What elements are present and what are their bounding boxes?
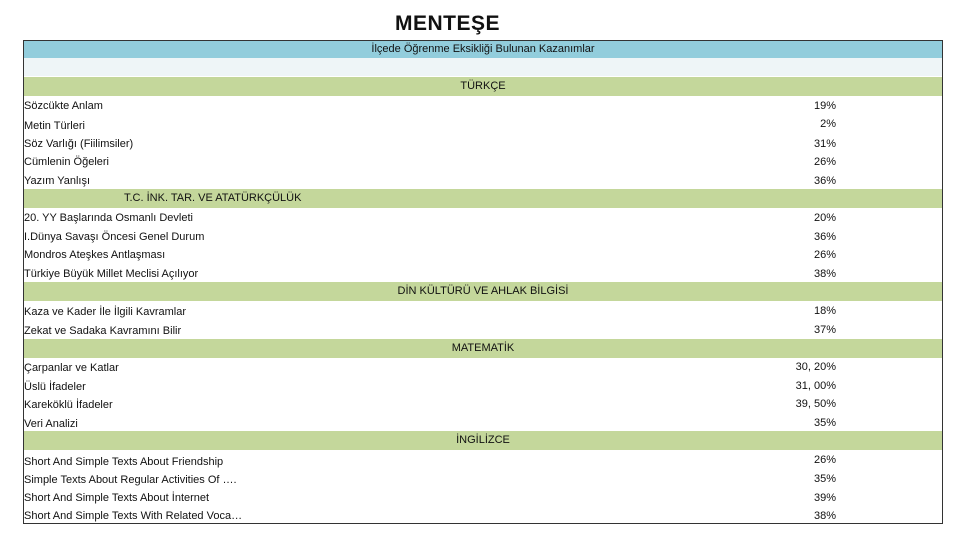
row-value: 38% bbox=[813, 268, 836, 280]
row-label: Metin Türleri bbox=[24, 120, 85, 132]
table-row bbox=[24, 302, 942, 320]
row-label: 20. YY Başlarında Osmanlı Devleti bbox=[24, 212, 193, 224]
table-row bbox=[24, 135, 942, 153]
row-label: Üslü İfadeler bbox=[24, 381, 86, 393]
row-label: Türkiye Büyük Millet Meclisi Açılıyor bbox=[24, 268, 199, 280]
row-label: I.Dünya Savaşı Öncesi Genel Durum bbox=[24, 231, 205, 243]
row-value: 38% bbox=[813, 510, 836, 522]
row-label: Kareköklü İfadeler bbox=[24, 399, 113, 411]
table-row bbox=[24, 172, 942, 190]
section-header-ingilizce: İNGİLİZCE bbox=[24, 431, 942, 450]
row-value: 39% bbox=[813, 492, 836, 504]
row-value: 18% bbox=[813, 305, 836, 317]
row-label: Çarpanlar ve Katlar bbox=[24, 362, 119, 374]
row-value: 26% bbox=[813, 249, 836, 261]
section-header-din: DİN KÜLTÜRÜ VE AHLAK BİLGİSİ bbox=[24, 282, 942, 301]
row-label: Sözcükte Anlam bbox=[24, 100, 103, 112]
row-label: Yazım Yanlışı bbox=[24, 175, 91, 187]
section-header-matematik: MATEMATİK bbox=[24, 339, 942, 358]
row-value: 36% bbox=[813, 231, 836, 243]
row-value: 36% bbox=[813, 175, 836, 187]
row-value: 31, 00% bbox=[795, 380, 836, 392]
row-label: Mondros Ateşkes Antlaşması bbox=[24, 249, 166, 261]
achievement-table bbox=[23, 40, 943, 524]
row-value: 26% bbox=[813, 156, 836, 168]
row-label: Cümlenin Öğeleri bbox=[24, 156, 109, 168]
section-header-inkilap: T.C. İNK. TAR. VE ATATÜRKÇÜLÜK bbox=[24, 189, 942, 208]
row-value: 37% bbox=[813, 324, 836, 336]
row-value: 26% bbox=[813, 454, 836, 466]
row-value: 30, 20% bbox=[795, 361, 836, 373]
table-row bbox=[24, 451, 942, 469]
row-label: Short And Simple Texts With Related Voca… bbox=[24, 510, 243, 522]
section-header-turkce: TÜRKÇE bbox=[24, 77, 942, 96]
row-label: Kaza ve Kader İle İlgili Kavramlar bbox=[24, 306, 187, 318]
table-row bbox=[24, 265, 942, 283]
table-row bbox=[24, 395, 942, 413]
table-row bbox=[24, 414, 942, 432]
row-label: Söz Varlığı (Fiilimsiler) bbox=[24, 138, 134, 150]
row-value: 31% bbox=[813, 138, 836, 150]
row-value: 2% bbox=[820, 118, 836, 130]
table-row bbox=[24, 153, 942, 171]
table-row bbox=[24, 246, 942, 264]
row-value: 35% bbox=[813, 417, 836, 429]
table-row bbox=[24, 228, 942, 246]
row-value: 19% bbox=[813, 100, 836, 112]
table-row bbox=[24, 358, 942, 376]
row-label: Short And Simple Texts About Friendship bbox=[24, 456, 224, 468]
row-label: Short And Simple Texts About İnternet bbox=[24, 492, 210, 504]
row-label: Zekat ve Sadaka Kavramını Bilir bbox=[24, 325, 182, 337]
row-value: 35% bbox=[813, 473, 836, 485]
table-row bbox=[24, 377, 942, 395]
subtitle-band: İlçede Öğrenme Eksikliği Bulunan Kazanımlar bbox=[24, 41, 942, 58]
page-title: MENTEŞE bbox=[394, 12, 500, 35]
row-label: Simple Texts About Regular Activities Of …. bbox=[24, 474, 237, 486]
spacer-band bbox=[24, 58, 942, 76]
row-label: Veri Analizi bbox=[24, 418, 78, 430]
table-row bbox=[24, 97, 942, 115]
row-value: 39, 50% bbox=[795, 398, 836, 410]
table-row bbox=[24, 116, 942, 134]
table-row bbox=[24, 507, 942, 525]
table-row bbox=[24, 470, 942, 488]
table-row bbox=[24, 209, 942, 227]
row-value: 20% bbox=[813, 212, 836, 224]
table-row bbox=[24, 489, 942, 507]
table-row bbox=[24, 321, 942, 339]
